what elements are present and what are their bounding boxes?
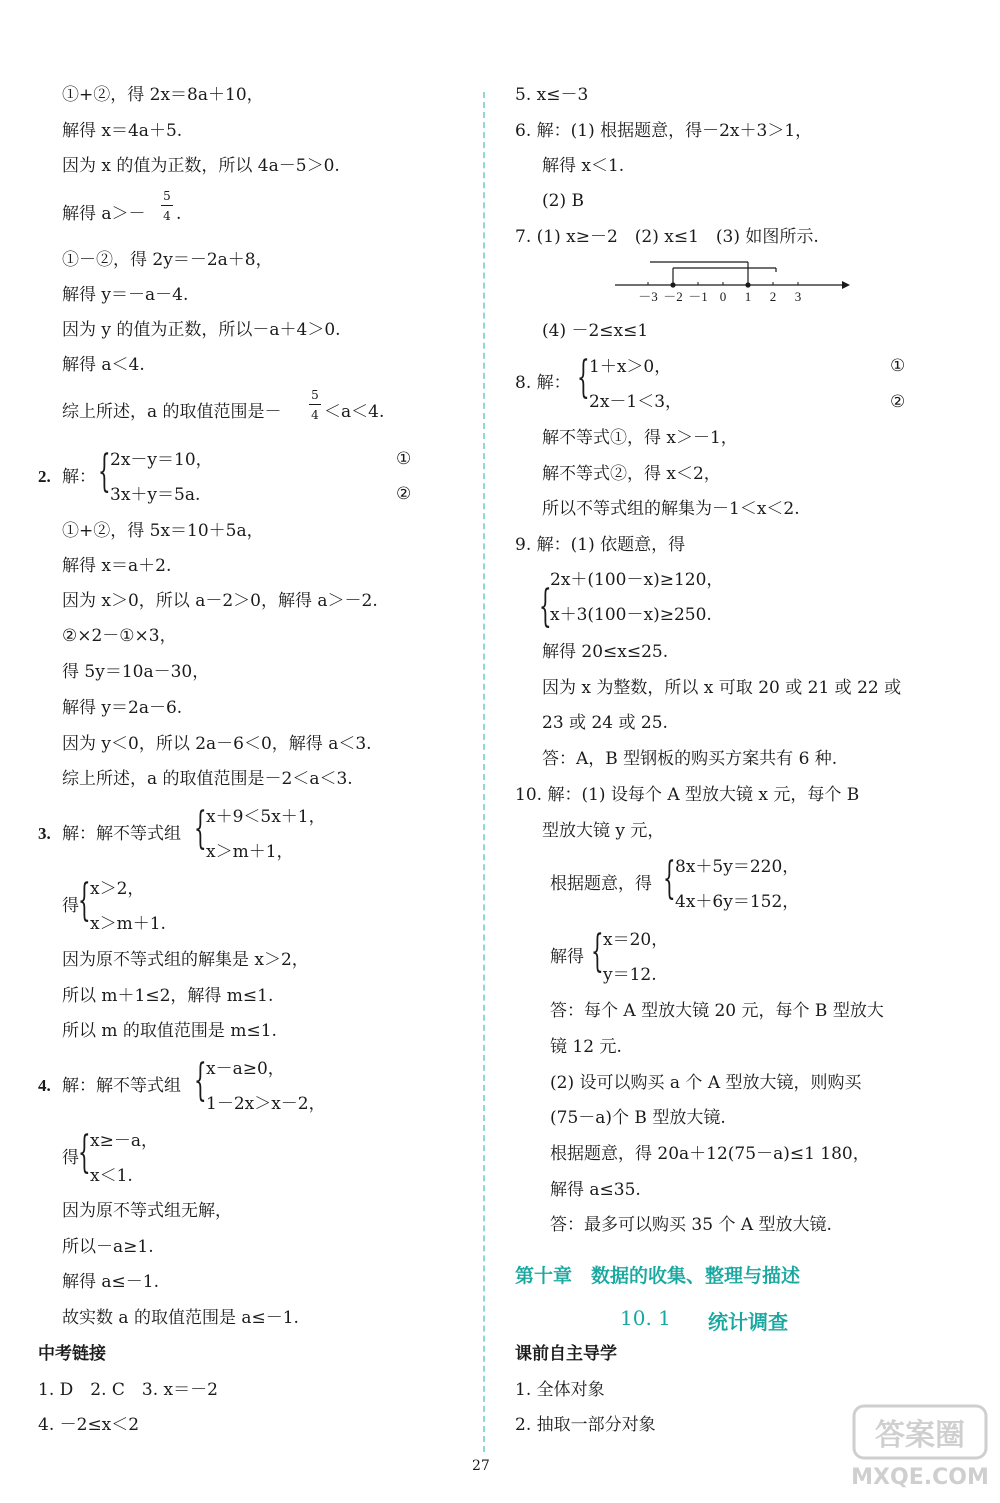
line: 解得 y＝－a－4.	[62, 285, 189, 305]
equation: x－a≥0，	[206, 1059, 285, 1079]
line: (75－a)个 B 型放大镜.	[550, 1108, 726, 1128]
line: 镜 12 元.	[550, 1037, 622, 1057]
line: 解得 x＝a＋2.	[62, 556, 172, 576]
equation: 8x＋5y＝220，	[675, 857, 800, 877]
solve-label: 解：	[62, 467, 96, 487]
line: ①+②，得 5x＝10＋5a，	[62, 521, 264, 541]
circled-number: ①	[396, 449, 412, 469]
page-number: 27	[472, 1458, 490, 1474]
answer-line: 2. 抽取一部分对象	[515, 1415, 656, 1435]
number-line-label: 3	[794, 289, 802, 304]
watermark-logo	[850, 1400, 990, 1495]
line: 综上所述，a 的取值范围是－	[62, 402, 282, 422]
circled-number: ②	[396, 484, 412, 504]
solve-label: 解：解不等式组	[62, 1076, 181, 1096]
line: 得 5y＝10a－30，	[62, 662, 210, 682]
line: 解得 x＝4a＋5.	[62, 121, 183, 141]
line: 解得 a＞－	[62, 204, 146, 224]
line: 因为原不等式组的解集是 x＞2，	[62, 950, 309, 970]
line: (2) 设可以购买 a 个 A 型放大镜，则购买	[550, 1073, 862, 1093]
line: 因为 y 的值为正数，所以－a＋4＞0.	[62, 320, 341, 340]
line: 根据题意，得 20a＋12(75－a)≤1 180，	[550, 1144, 870, 1164]
brace: {	[663, 853, 676, 904]
line: 解得 a≤－1.	[62, 1272, 160, 1292]
brace: {	[194, 1055, 207, 1106]
line: 解得 20≤x≤25.	[542, 642, 669, 662]
brace: {	[78, 1127, 91, 1178]
chapter-title: 第十章 数据的收集、整理与描述	[515, 1265, 801, 1287]
section-title: 统计调查	[708, 1310, 788, 1334]
fraction-denominator: 4	[163, 209, 171, 223]
de-label: 得	[62, 896, 79, 916]
subsection-heading: 课前自主导学	[515, 1344, 617, 1364]
line: 所以 m＋1≤2，解得 m≤1.	[62, 986, 274, 1006]
line: ①+②，得 2x＝8a＋10，	[62, 85, 264, 105]
number-line-label: －2	[663, 289, 683, 304]
line: 故实数 a 的取值范围是 a≤－1.	[62, 1308, 299, 1328]
line: 解得 y＝2a－6.	[62, 698, 183, 718]
circled-number: ①	[890, 356, 906, 376]
answer-line: 8. 解：	[515, 373, 571, 393]
line: ②×2－①×3，	[62, 626, 177, 646]
line: 解不等式①，得 x＞－1，	[542, 428, 738, 448]
brace: {	[194, 803, 207, 854]
brace: {	[78, 875, 91, 926]
question-number: 2.	[38, 467, 51, 486]
number-line-label: －1	[688, 289, 708, 304]
result: x＜1.	[90, 1166, 133, 1186]
line: 答：每个 A 型放大镜 20 元，每个 B 型放大	[550, 1001, 884, 1021]
line: 因为 x＞0，所以 a－2＞0，解得 a＞－2.	[62, 591, 378, 611]
line: 答：最多可以购买 35 个 A 型放大镜.	[550, 1215, 832, 1235]
line: 因为 x 的值为正数，所以 4a－5＞0.	[62, 156, 340, 176]
line: 23 或 24 或 25.	[542, 713, 668, 733]
de-label: 根据题意，得	[550, 874, 652, 894]
fraction-numerator: 5	[311, 388, 319, 402]
question-number: 4.	[38, 1076, 51, 1095]
equation: 1＋x＞0，	[589, 357, 672, 377]
answer-line: 9. 解：(1) 依题意，得	[515, 535, 686, 555]
line: ＜a＜4.	[324, 402, 385, 422]
answer-line: 7. (1) x≥－2 (2) x≤1 (3) 如图所示.	[515, 227, 819, 247]
equation: 1－2x＞x－2，	[206, 1094, 326, 1114]
period: .	[176, 204, 182, 224]
number-line-label: 2	[769, 289, 777, 304]
answer-line: 解得 x＜1.	[542, 156, 625, 176]
answer-line: (4) －2≤x≤1	[542, 321, 649, 341]
fraction-bar	[309, 404, 321, 405]
equation: x＞m＋1，	[206, 842, 294, 862]
answer-line: 4. －2≤x＜2	[38, 1415, 140, 1435]
answer-line: 6. 解：(1) 根据题意，得－2x＋3＞1，	[515, 121, 813, 141]
section-heading: 中考链接	[38, 1344, 106, 1364]
fraction-bar	[161, 205, 173, 206]
result: y＝12.	[603, 965, 657, 985]
de-label: 得	[62, 1148, 79, 1168]
circled-number: ②	[890, 392, 906, 412]
section-number: 10. 1	[620, 1306, 671, 1330]
line: 解不等式②，得 x＜2，	[542, 464, 721, 484]
result: x≥－a，	[90, 1131, 158, 1151]
result: x＞m＋1.	[90, 914, 166, 934]
number-line-label: 0	[719, 289, 727, 304]
equation: x＋3(100－x)≥250.	[550, 605, 712, 625]
svg-text:答案圈: 答案圈	[875, 1418, 965, 1453]
brace: {	[98, 446, 111, 497]
column-divider	[483, 92, 485, 1452]
line: 解得 a≤35.	[550, 1180, 641, 1200]
line: 综上所述，a 的取值范围是－2＜a＜3.	[62, 769, 353, 789]
number-line-label: －3	[638, 289, 658, 304]
line: 因为 y＜0，所以 2a－6＜0，解得 a＜3.	[62, 734, 372, 754]
fraction-numerator: 5	[163, 189, 171, 203]
equation: x＋9＜5x＋1，	[206, 807, 326, 827]
line: 解得 a＜4.	[62, 355, 145, 375]
equation: 2x－1＜3，	[589, 392, 683, 412]
fraction-denominator: 4	[311, 408, 319, 422]
result: x＝20，	[603, 930, 669, 950]
answer-line: 5. x≤－3	[515, 85, 589, 105]
equation: 2x＋(100－x)≥120，	[550, 570, 724, 590]
result: x＞2，	[90, 879, 145, 899]
question-number: 3.	[38, 824, 51, 843]
line: 因为原不等式组无解，	[62, 1201, 232, 1221]
answer-line: 10. 解：(1) 设每个 A 型放大镜 x 元，每个 B	[515, 785, 860, 805]
answer-line: (2) B	[542, 191, 584, 211]
solve-label: 解：解不等式组	[62, 824, 181, 844]
answer-line: 1. D 2. C 3. x＝－2	[38, 1380, 218, 1400]
line: 所以 m 的取值范围是 m≤1.	[62, 1021, 277, 1041]
answer-line: 1. 全体对象	[515, 1380, 605, 1400]
line: ①－②，得 2y＝－2a＋8，	[62, 250, 273, 270]
line: 所以不等式组的解集为－1＜x＜2.	[542, 499, 800, 519]
brace: {	[577, 352, 590, 403]
equation: 2x－y＝10，	[110, 450, 213, 470]
line: 答：A，B 型钢板的购买方案共有 6 种.	[542, 749, 838, 769]
brace: {	[591, 926, 604, 977]
number-line	[610, 258, 850, 304]
line: 所以－a≥1.	[62, 1237, 154, 1257]
de-label: 解得	[550, 947, 584, 967]
equation: 3x＋y＝5a.	[110, 485, 201, 505]
equation: 4x＋6y＝152，	[675, 892, 800, 912]
number-line-label: 1	[744, 289, 752, 304]
answer-line: 型放大镜 y 元，	[542, 821, 665, 841]
svg-text:MXQE.COM: MXQE.COM	[851, 1465, 989, 1490]
line: 因为 x 为整数，所以 x 可取 20 或 21 或 22 或	[542, 678, 902, 698]
brace: {	[539, 581, 552, 632]
